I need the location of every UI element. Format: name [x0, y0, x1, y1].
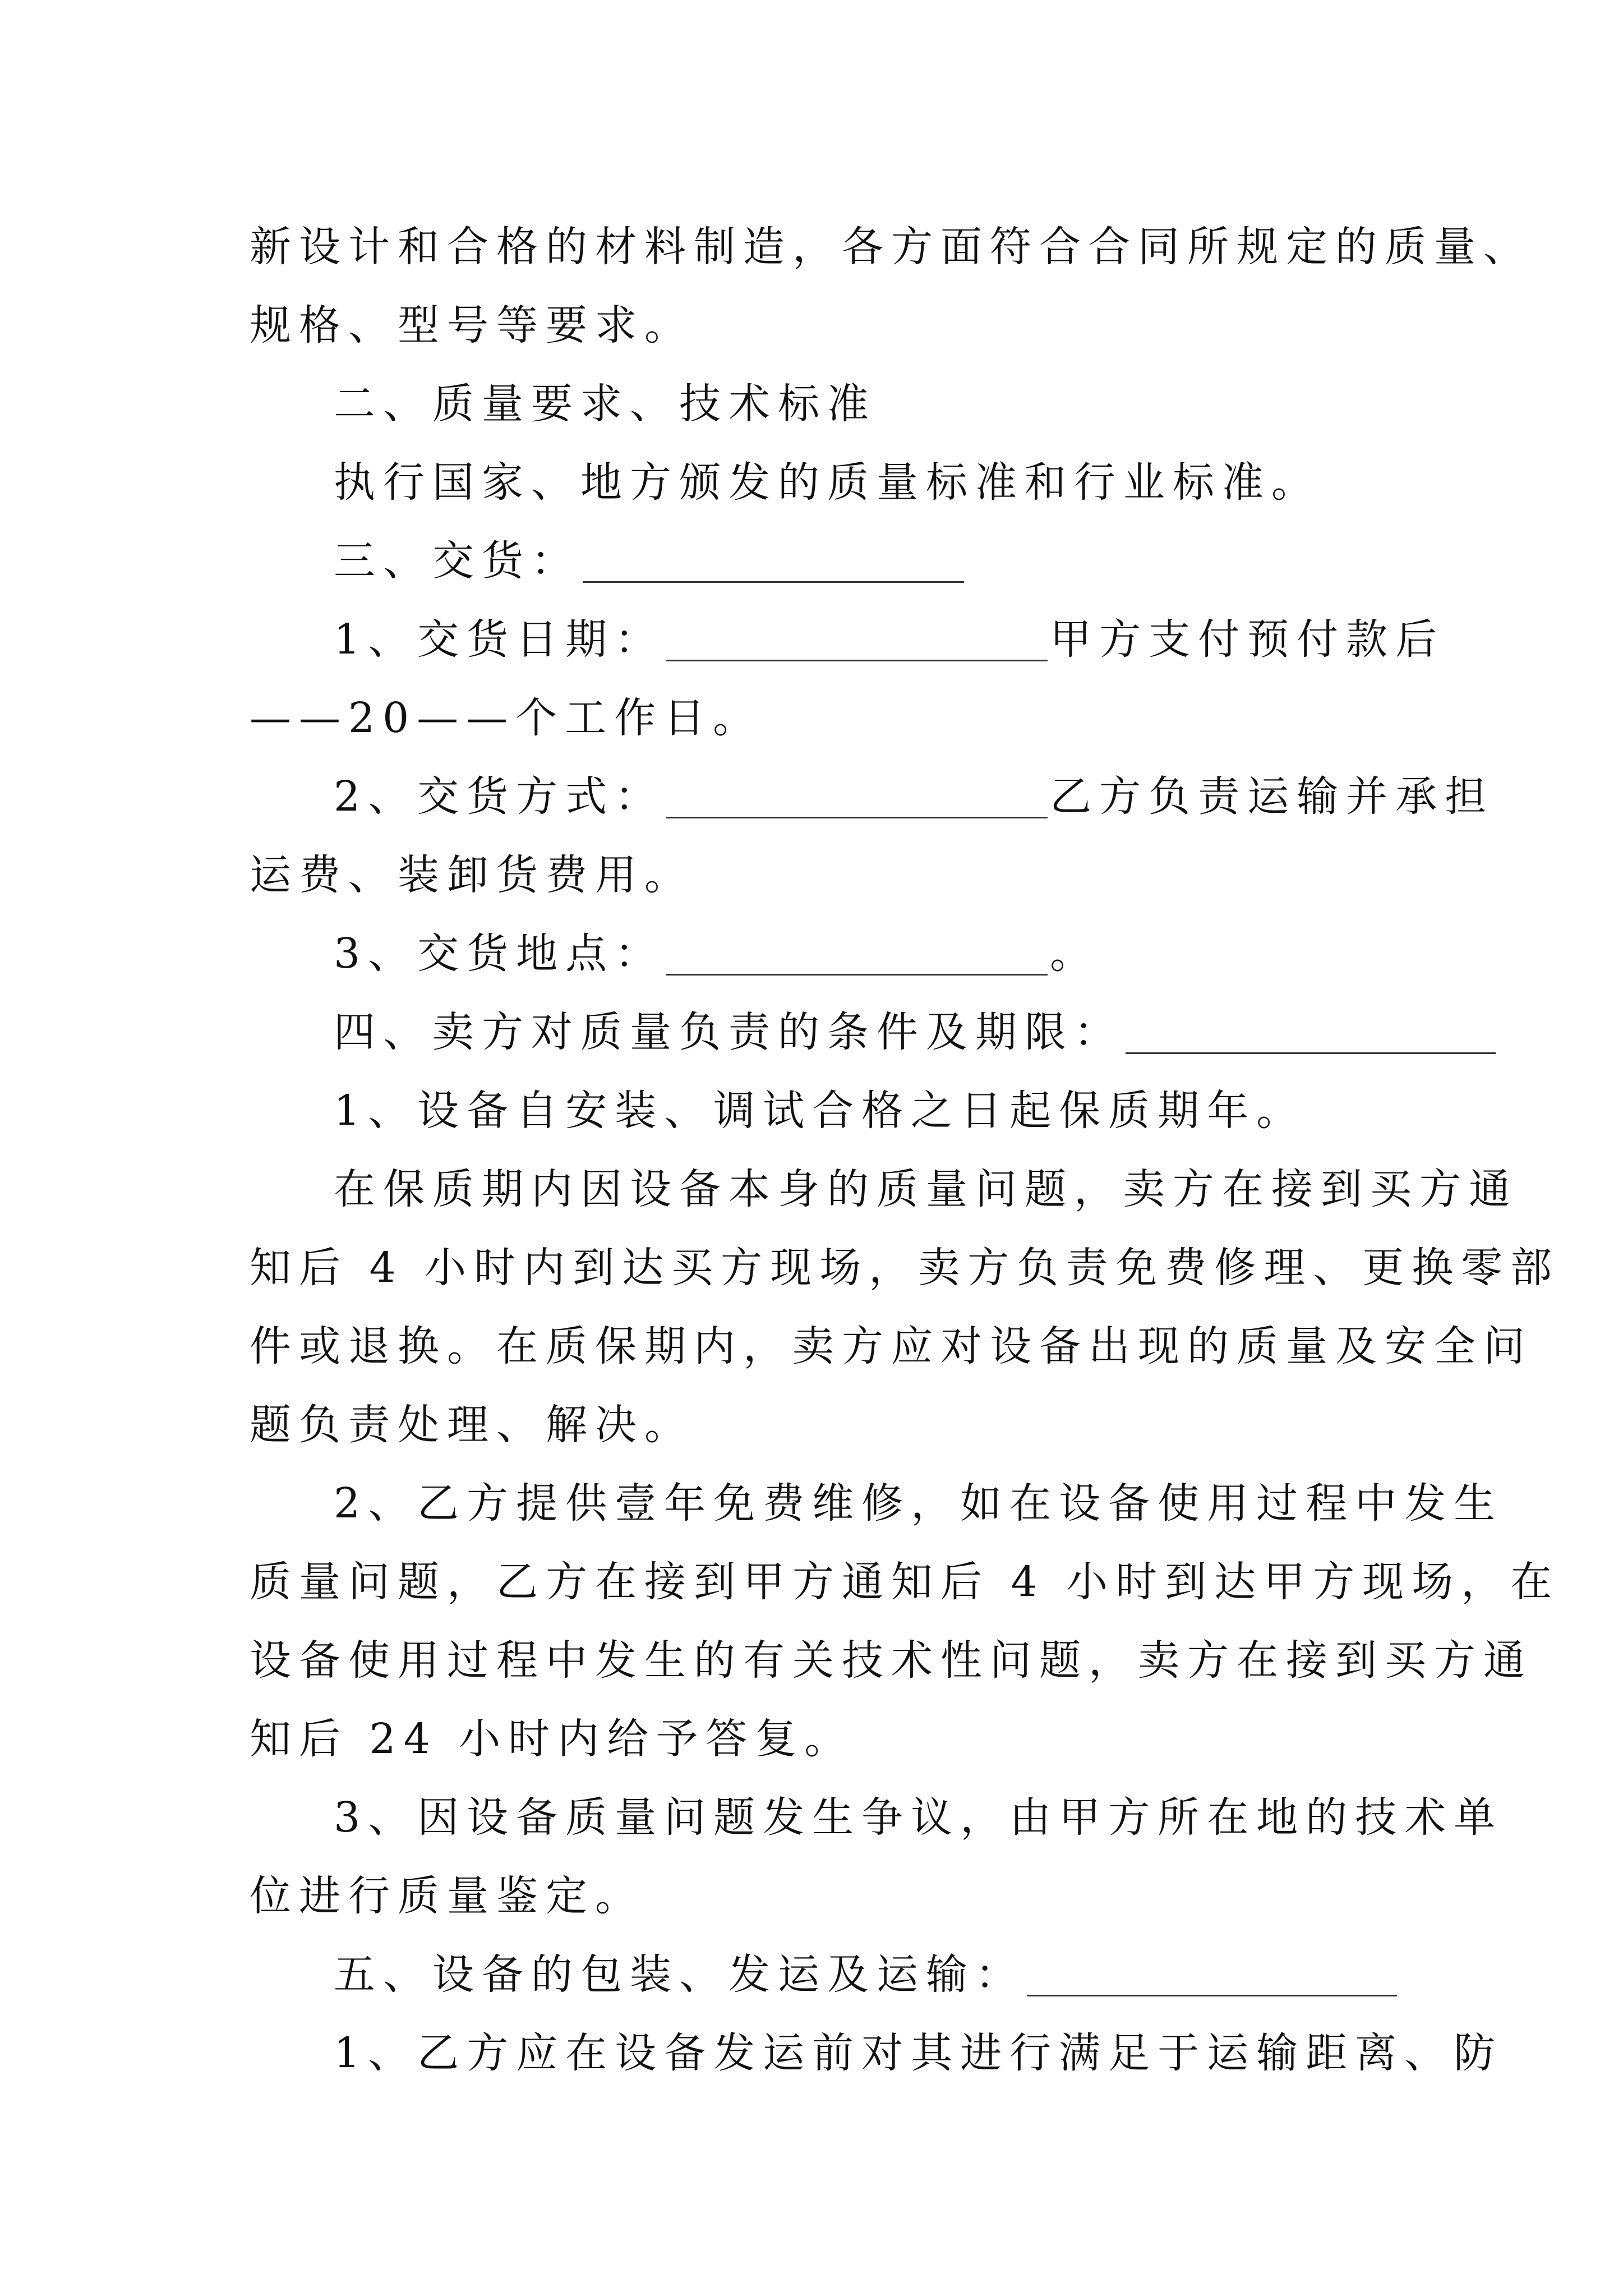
section-heading-delivery	[250, 522, 1388, 600]
text: 五、设备的包装、发运及运输：	[334, 1950, 1025, 1999]
text: ——20——个工作日。	[250, 694, 763, 742]
text: 知后 4 小时内到达买方现场，卖方负责免费修理、更换零部	[250, 1244, 1560, 1292]
fill-in-blank[interactable]	[666, 932, 1048, 976]
paragraph-line	[250, 2014, 1504, 2092]
paragraph-line	[250, 1778, 1504, 1857]
paragraph-line	[250, 1150, 1518, 1228]
text: 1、乙方应在设备发运前对其进行满足于运输距离、防	[334, 2029, 1504, 2077]
paragraph-line	[250, 679, 1388, 757]
text: 乙方负责运输并承担	[1050, 772, 1495, 821]
section-heading-warranty	[250, 993, 1388, 1071]
section-heading-quality	[250, 365, 1388, 443]
text: 新设计和合格的材料制造，各方面符合合同所规定的质量、	[250, 223, 1533, 271]
text: 1、交货日期：	[334, 615, 665, 664]
text: 位进行质量鉴定。	[250, 1872, 644, 1920]
paragraph-line	[250, 1543, 1560, 1621]
text: 2、交货方式：	[334, 772, 665, 821]
section-heading-packaging	[250, 1935, 1388, 2014]
text: 在保质期内因设备本身的质量问题，卖方在接到买方通	[334, 1165, 1518, 1213]
paragraph-line	[250, 836, 1388, 914]
text: 知后 24 小时内给予答复。	[250, 1715, 854, 1763]
text: 四、卖方对质量负责的条件及期限：	[334, 1008, 1123, 1056]
text: 运费、装卸货费用。	[250, 851, 694, 899]
fill-in-blank[interactable]	[666, 775, 1048, 818]
text: 规格、型号等要求。	[250, 301, 694, 349]
fill-in-blank[interactable]	[583, 540, 964, 583]
paragraph-line	[250, 1228, 1560, 1307]
text: 质量问题，乙方在接到甲方通知后 4 小时到达甲方现场，在	[250, 1558, 1560, 1606]
paragraph-line	[250, 1071, 1388, 1150]
text: 设备使用过程中发生的有关技术性问题，卖方在接到买方通	[250, 1636, 1533, 1685]
paragraph-line	[250, 1464, 1504, 1543]
text: 3、因设备质量问题发生争议，由甲方所在地的技术单	[334, 1793, 1504, 1842]
paragraph-line	[250, 1307, 1533, 1386]
fill-in-blank[interactable]	[1027, 1953, 1397, 1996]
paragraph-line	[250, 1386, 1388, 1464]
paragraph-line	[250, 286, 1388, 365]
paragraph-line	[250, 208, 1533, 286]
contract-text	[250, 208, 1560, 2092]
delivery-date-line	[250, 600, 1445, 679]
text: 甲方支付预付款后	[1050, 615, 1445, 664]
paragraph-line	[250, 443, 1388, 522]
text: 2、乙方提供壹年免费维修，如在设备使用过程中发生	[334, 1479, 1504, 1527]
paragraph-line	[250, 1621, 1533, 1700]
paragraph-line	[250, 1857, 1388, 1935]
delivery-place-line	[250, 914, 1388, 993]
text: 执行国家、地方颁发的质量标准和行业标准。	[334, 458, 1321, 507]
text: 3、交货地点：	[334, 930, 665, 978]
text: 件或退换。在质保期内，卖方应对设备出现的质量及安全问	[250, 1322, 1533, 1370]
fill-in-blank[interactable]	[666, 618, 1048, 661]
text: 三、交货：	[334, 537, 580, 585]
text: 1、设备自安装、调试合格之日起保质期年。	[334, 1087, 1306, 1135]
text: 题负责处理、解决。	[250, 1401, 694, 1449]
paragraph-line	[250, 1700, 1388, 1778]
fill-in-blank[interactable]	[1126, 1011, 1496, 1054]
delivery-method-line	[250, 757, 1495, 836]
text: 二、质量要求、技术标准	[334, 380, 877, 428]
text: 。	[1050, 930, 1100, 978]
